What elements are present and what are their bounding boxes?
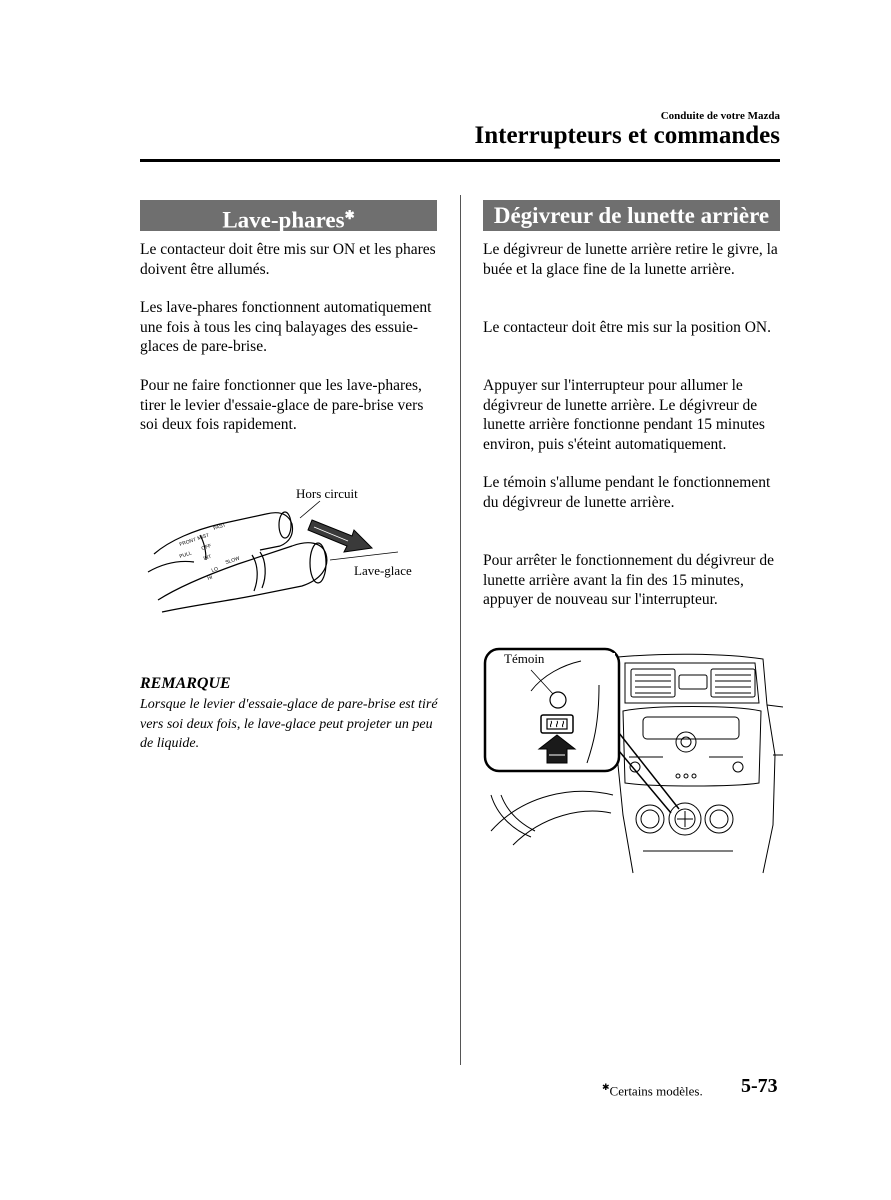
dashboard-figure bbox=[483, 645, 783, 875]
knob-text-front: FRONT bbox=[178, 536, 198, 548]
note-body: Lorsque le levier d'essaie-glace de pare-brise est tiré vers soi deux fois, le lave-glace peut projeter un peu de liquide. bbox=[140, 697, 438, 751]
right-paragraph-1: Le dégivreur de lunette arrière retire le givre, la buée et la glace fine de la lunette arrière. bbox=[483, 241, 778, 278]
knob-text-mist: MIST bbox=[196, 532, 210, 542]
asterisk-icon: ✱ bbox=[344, 208, 355, 222]
rear-defroster-switch[interactable] bbox=[541, 715, 573, 733]
right-paragraph-2: Le contacteur doit être mis sur la position ON. bbox=[483, 319, 771, 336]
knob-text-pull: PULL bbox=[178, 550, 193, 560]
dashboard-illustration bbox=[483, 645, 783, 875]
label-off-position: Hors circuit bbox=[296, 486, 358, 501]
indicator-lamp-icon bbox=[550, 692, 566, 708]
right-paragraph-3: Appuyer sur l'interrupteur pour allumer le dégivreur de lunette arrière. Le dégivreur de lunette arrière fonctionne pendant 15 minutes environ, puis s'éteint automatiquement. bbox=[483, 377, 765, 453]
right-paragraph-5: Pour arrêter le fonctionnement du dégivreur de lunette arrière avant la fin des 15 minutes, appuyer de nouveau sur l'interrupteur. bbox=[483, 552, 774, 608]
header-rule bbox=[140, 159, 780, 162]
wiper-lever-figure bbox=[140, 480, 440, 625]
chapter-title: Interrupteurs et commandes bbox=[474, 122, 780, 149]
knob-text-fast: FAST bbox=[212, 522, 227, 532]
left-paragraph-3: Pour ne faire fonctionner que les lave-phares, tirer le levier d'essaie-glace de pare-brise vers soi deux fois rapidement. bbox=[140, 377, 424, 433]
page-number: 5-73 bbox=[741, 1075, 778, 1097]
note-title: REMARQUE bbox=[140, 675, 231, 692]
column-divider bbox=[460, 195, 461, 1065]
knob-text-lo: LO bbox=[210, 566, 219, 574]
footnote bbox=[602, 1082, 703, 1099]
left-paragraph-2: Les lave-phares fonctionnent automatiquement une fois à tous les cinq balayages des essuie-glaces de pare-brise. bbox=[140, 299, 432, 355]
section-label: Conduite de votre Mazda bbox=[660, 110, 780, 122]
label-washer: Lave-glace bbox=[354, 563, 412, 578]
label-indicator: Témoin bbox=[504, 651, 545, 666]
pull-arrow-icon bbox=[308, 520, 372, 552]
knob-text-int: INT bbox=[202, 553, 213, 562]
wiper-lever-illustration bbox=[140, 480, 440, 625]
rear-defroster-banner: Dégivreur de lunette arrière bbox=[483, 200, 780, 231]
right-paragraph-4: Le témoin s'allume pendant le fonctionnement du dégivreur de lunette arrière. bbox=[483, 474, 771, 511]
knob-text-slow: SLOW bbox=[224, 555, 241, 566]
footnote-asterisk-icon: ✱ bbox=[602, 1082, 610, 1092]
headlight-washer-banner bbox=[140, 200, 437, 231]
knob-text-hi: HI bbox=[206, 574, 214, 582]
headlight-washer-title: Lave-phares bbox=[222, 207, 345, 233]
left-paragraph-1: Le contacteur doit être mis sur ON et les phares doivent être allumés. bbox=[140, 241, 436, 278]
footnote-text: Certains modèles. bbox=[609, 1083, 703, 1099]
knob-text-off: OFF bbox=[200, 543, 213, 552]
